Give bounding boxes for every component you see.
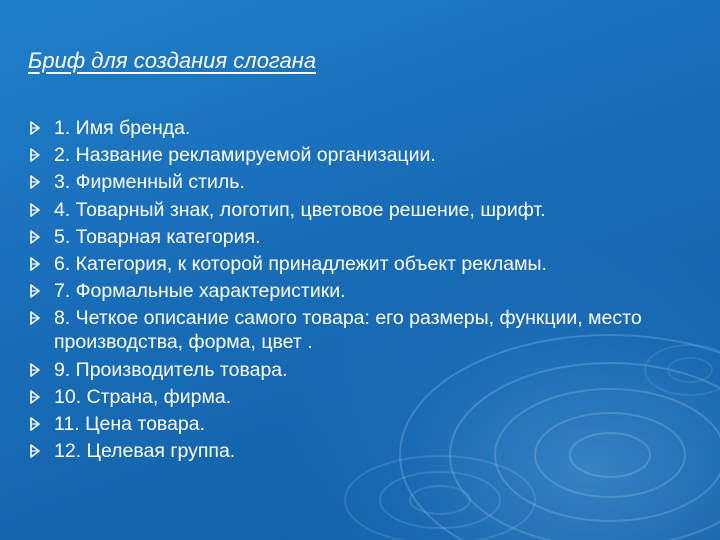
list-item xyxy=(28,252,708,276)
arrow-bullet-icon xyxy=(28,200,42,220)
arrow-bullet-icon xyxy=(28,281,42,301)
list-item xyxy=(28,412,708,436)
arrow-bullet-icon xyxy=(28,118,42,138)
list-item-text: 3. Фирменный стиль. xyxy=(54,171,245,194)
list-item-text: 6. Категория, к которой принадлежит объект рекламы. xyxy=(54,252,547,275)
list-item-text: 2. Название рекламируемой организации. xyxy=(54,144,436,167)
list-item-text: 7. Формальные характеристики. xyxy=(54,280,346,303)
list-item-text: 11. Цена товара. xyxy=(54,412,206,435)
arrow-bullet-icon xyxy=(28,360,42,380)
list-item-text: 12. Целевая группа. xyxy=(54,440,236,463)
list-item-text: 4. Товарный знак, логотип, цветовое решение, шрифт. xyxy=(54,198,546,221)
list-item xyxy=(28,279,708,303)
brief-list xyxy=(28,116,708,466)
arrow-bullet-icon xyxy=(28,254,42,274)
list-item xyxy=(28,170,708,194)
list-item-text: 1. Имя бренда. xyxy=(54,117,191,139)
arrow-bullet-icon xyxy=(28,227,42,247)
arrow-bullet-icon xyxy=(28,145,42,165)
list-item-text: 9. Производитель товара. xyxy=(54,358,288,381)
list-item xyxy=(28,143,708,167)
list-item xyxy=(28,385,708,409)
list-item-text: 10. Страна, фирма. xyxy=(54,385,232,408)
list-item xyxy=(28,306,708,354)
arrow-bullet-icon xyxy=(28,387,42,407)
arrow-bullet-icon xyxy=(28,441,42,461)
arrow-bullet-icon xyxy=(28,172,42,192)
arrow-bullet-icon xyxy=(28,414,42,434)
arrow-bullet-icon xyxy=(28,308,42,328)
list-item xyxy=(28,358,708,382)
list-item xyxy=(28,116,708,140)
list-item-text: 5. Товарная категория. xyxy=(54,225,261,248)
list-item xyxy=(28,198,708,222)
list-item-text: 8. Четкое описание самого товара: его размеры, функции, место производства, форма, цвет . xyxy=(54,307,642,354)
list-item xyxy=(28,225,708,249)
list-item xyxy=(28,439,708,463)
slide-title: Бриф для создания слогана xyxy=(28,48,317,73)
